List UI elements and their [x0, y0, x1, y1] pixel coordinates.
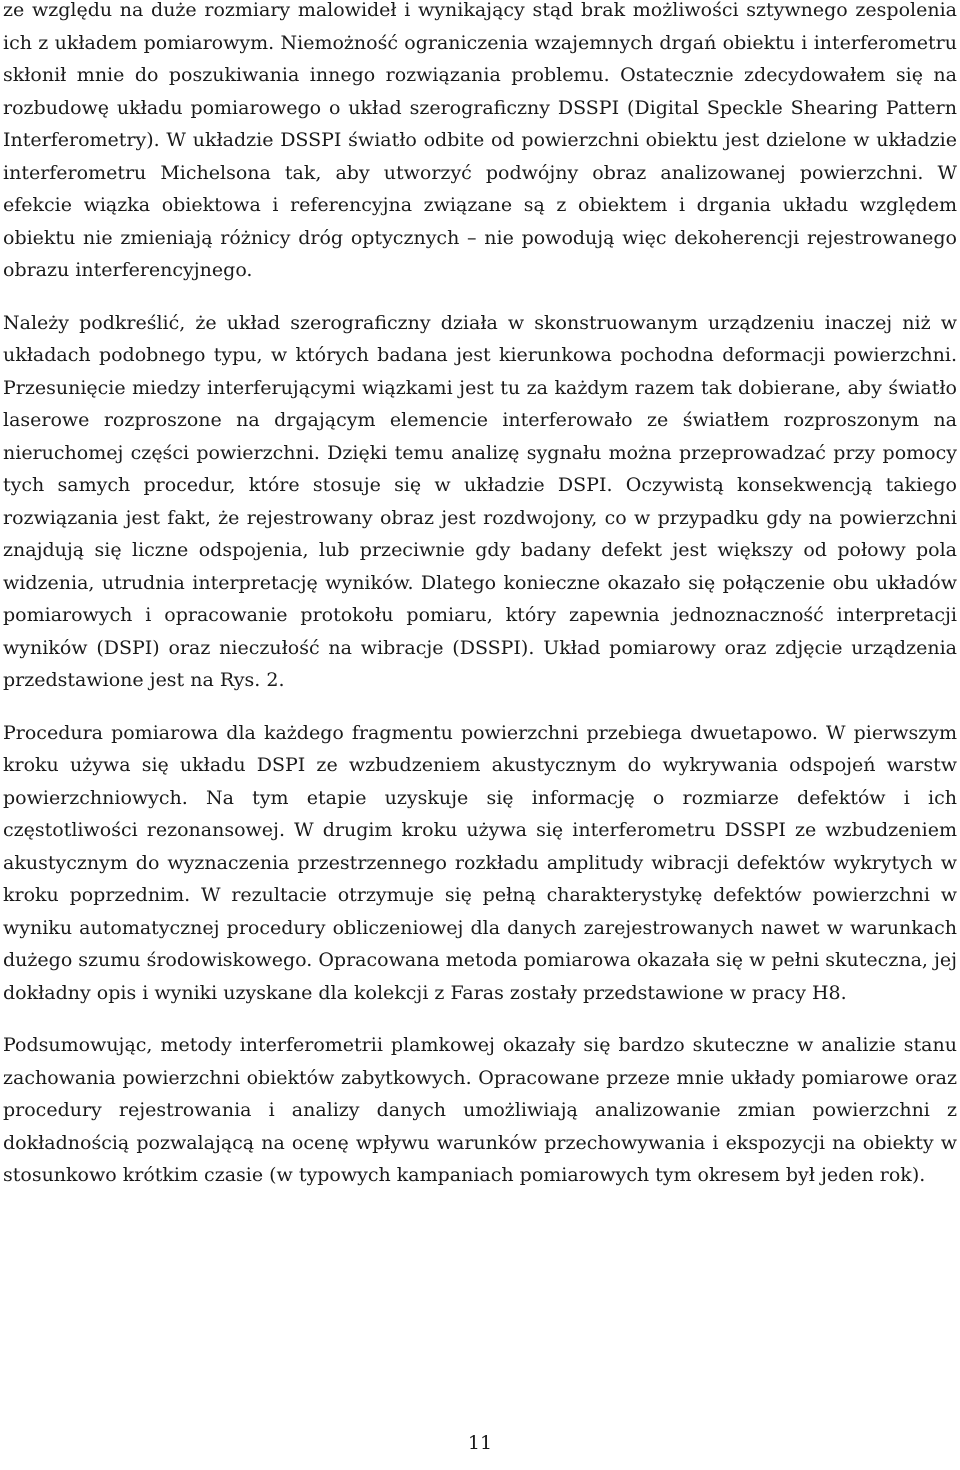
paragraph-measurement-procedure: Procedura pomiarowa dla każdego fragmentu powierzchni przebiega dwuetapowo. W pierwszym kroku używa się układu DSPI ze wzbudzeniem akustycznym do wykrywania odspojeń warstw powierzchniowych. Na tym etapie uzyskuje się informację o rozmiarze defektów i ich częstotliwości rezonansowej. W drugim kroku używa się interferometru DSSPI ze wzbudzeniem akustycznym do wyznaczenia przestrzennego rozkładu amplitudy wibracji defektów wykrytych w kroku poprzednim. W rezultacie otrzymuje się pełną charakterystykę defektów powierzchni w wyniku automatycznej procedury obliczeniowej dla danych zarejestrowanych nawet w warunkach dużego szumu środowiskowego. Opracowana metoda pomiarowa okazała się w pełni skuteczna, jej dokładny opis i wyniki uzyskane dla kolekcji z Faras zostały przedstawione w pracy H8. [3, 721, 957, 1004]
paragraph-continuation-dsspi: ze względu na duże rozmiary malowideł i wynikający stąd brak możliwości sztywnego zespolenia ich z układem pomiarowym. Niemożność ograniczenia wzajemnych drgań obiektu i interferometru skłonił mnie do poszukiwania innego rozwiązania problemu. Ostatecznie zdecydowałem się na rozbudowę układu pomiarowego o układ szerograficzny DSSPI (Digital Speckle Shearing Pattern Interferometry). W układzie DSSPI światło odbite od powierzchni obiektu jest dzielone w układzie interferometru Michelsona tak, aby utworzyć podwójny obraz analizowanej powierzchni. W efekcie wiązka obiektowa i referencyjna związane są z obiektem i drgania układu względem obiektu nie zmieniają różnicy dróg optycznych – nie powodują więc dekoherencji rejestrowanego obrazu interferencyjnego. [3, 0, 957, 281]
paragraph-shearography-system: Należy podkreślić, że układ szerograficzny działa w skonstruowanym urządzeniu inaczej niż w układach podobnego typu, w których badana jest kierunkowa pochodna deformacji powierzchni. Przesunięcie miedzy interferującymi wiązkami jest tu za każdym razem tak dobierane, aby światło laserowe rozproszone na drgającym elemencie interferowało ze światłem rozproszonym na nieruchomej części powierzchni. Dzięki temu analizę sygnału można przeprowadzać przy pomocy tych samych procedur, które stosuje się w układzie DSPI. Oczywistą konsekwencją takiego rozwiązania jest fakt, że rejestrowany obraz jest rozdwojony, co w przypadku gdy na powierzchni znajdują się liczne odspojenia, lub przeciwnie gdy badany defekt jest większy od połowy pola widzenia, utrudnia interpretację wyników. Dlatego konieczne okazało się połączenie obu układów pomiarowych i opracowanie protokołu pomiaru, który zapewnia jednoznaczność interpretacji wyników (DSPI) oraz nieczułość na wibracje (DSSPI). Układ pomiarowy oraz zdjęcie urządzenia przedstawione jest na Rys. 2. [3, 311, 957, 691]
page-number: 11 [467, 1432, 493, 1454]
paragraph-summary: Podsumowując, metody interferometrii plamkowej okazały się bardzo skuteczne w analizie stanu zachowania powierzchni obiektów zabytkowych. Opracowane przeze mnie układy pomiarowe oraz procedury rejestrowania i analizy danych umożliwiają analizowanie zmian powierzchni z dokładnością pozwalającą na ocenę wpływu warunków przechowywania i ekspozycji na obiekty w stosunkowo krótkim czasie (w typowych kampaniach pomiarowych tym okresem był jeden rok). [3, 1034, 957, 1186]
